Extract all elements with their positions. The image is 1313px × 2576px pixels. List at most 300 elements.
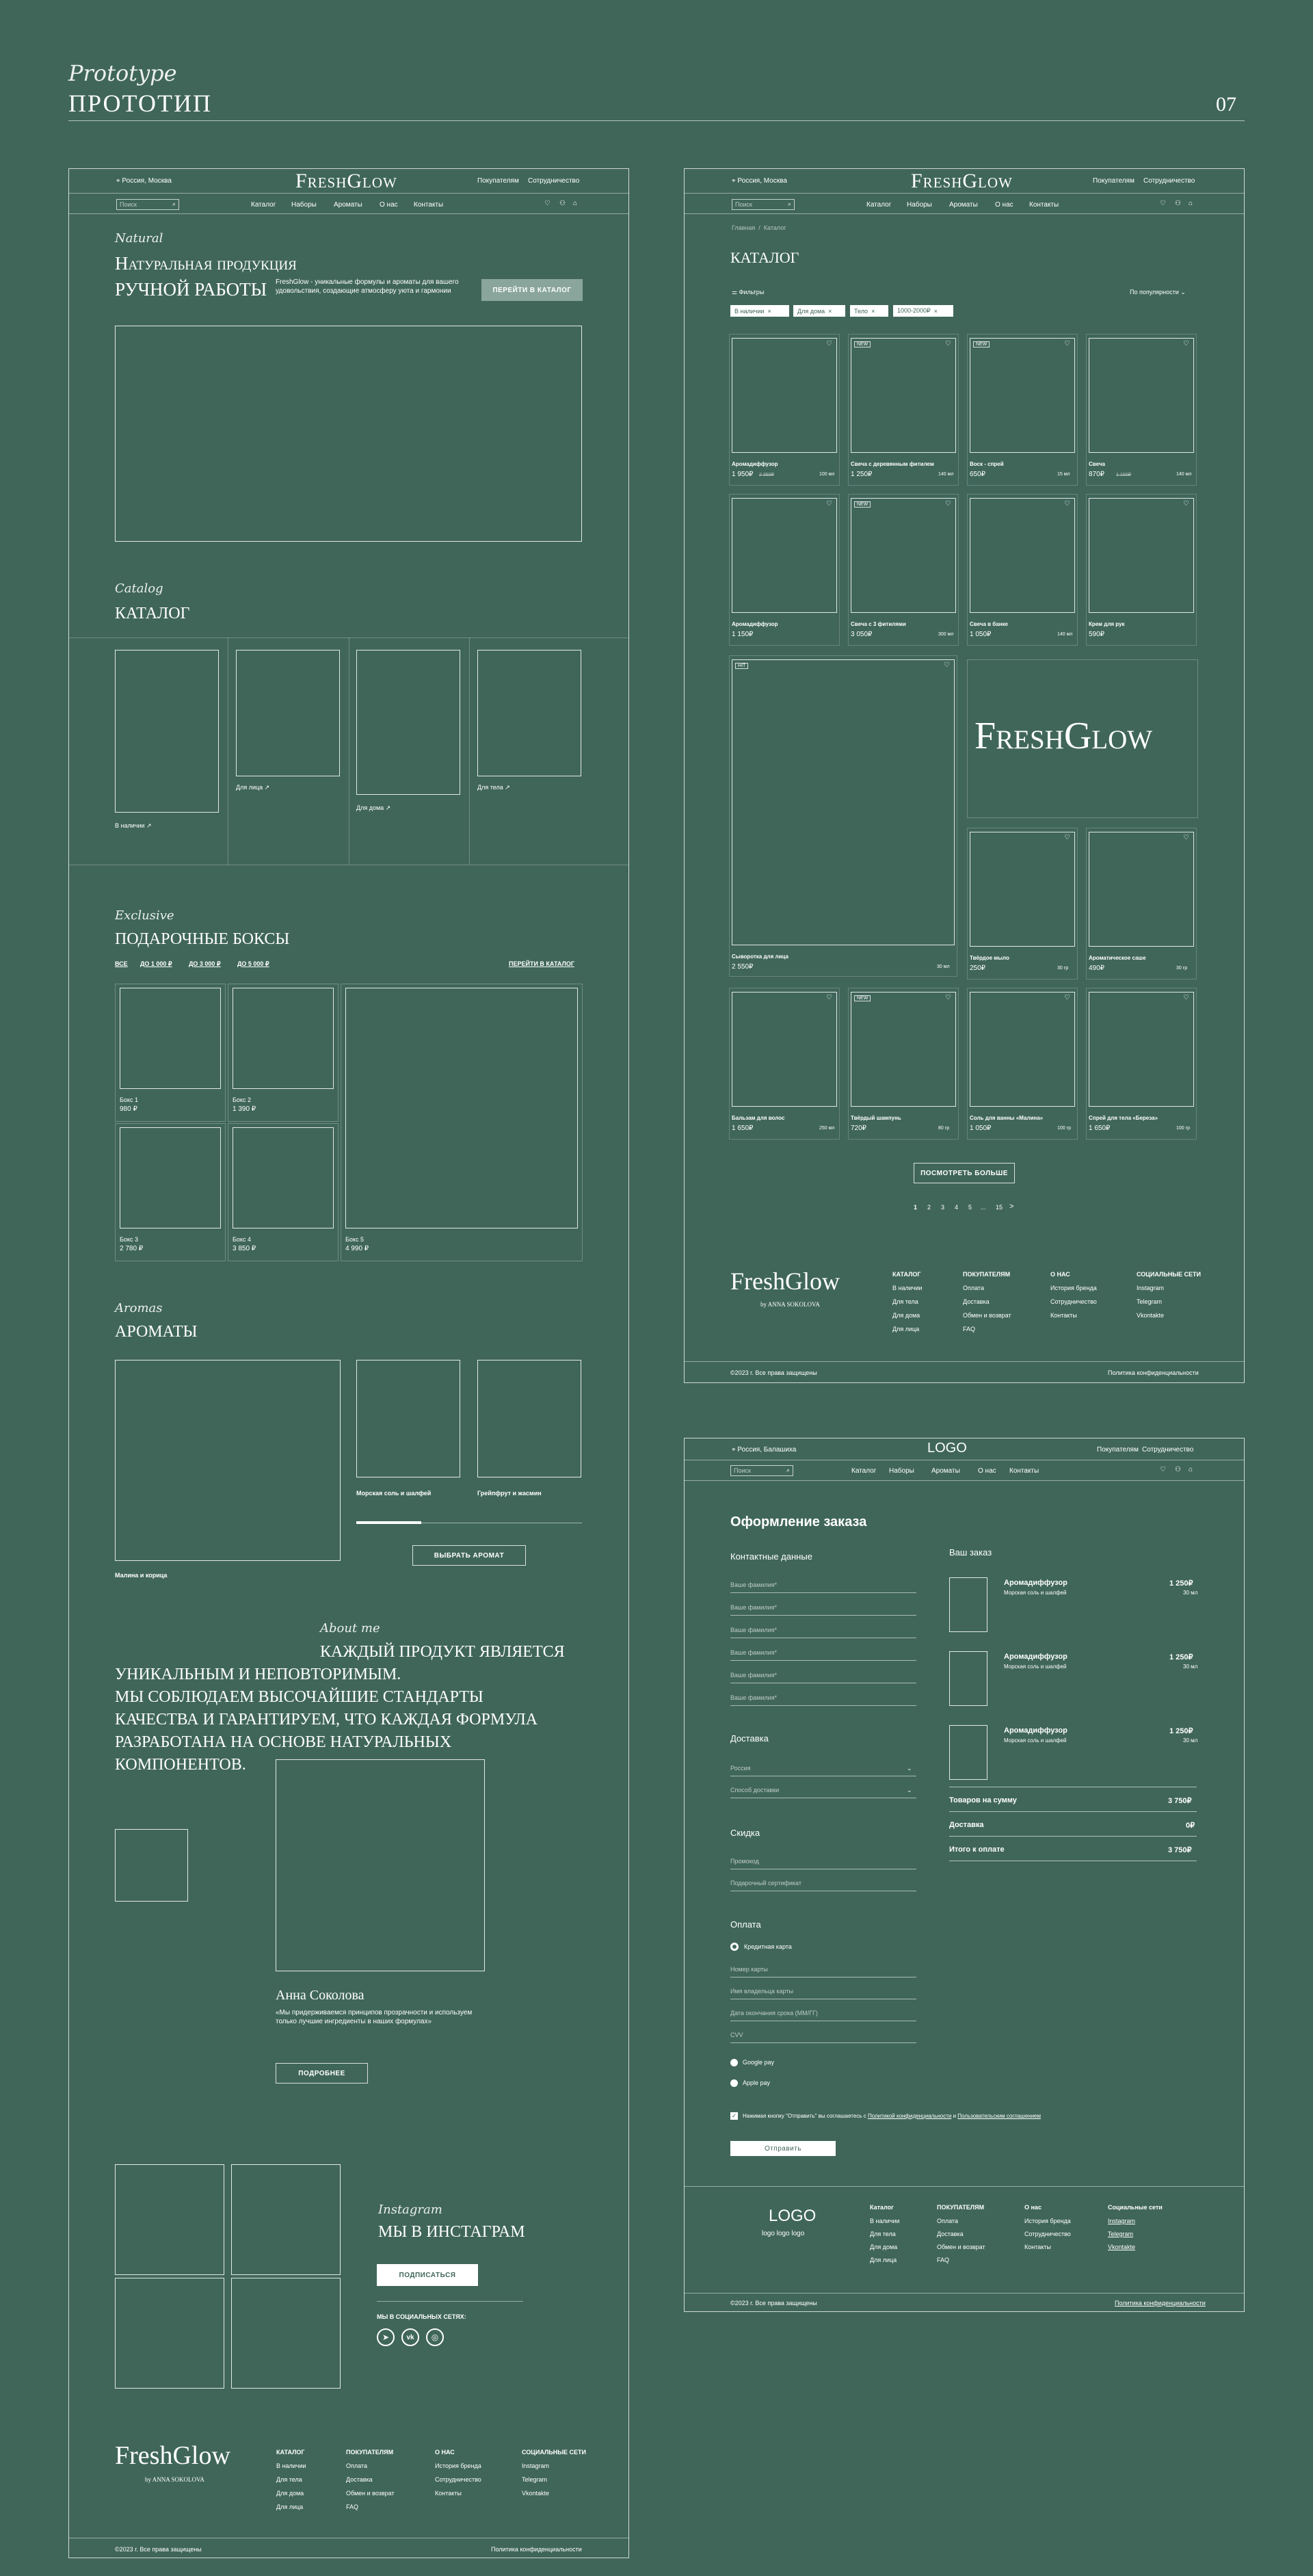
about-name: Анна Соколова — [276, 1988, 364, 2003]
checkout-location[interactable]: ⌖ Россия, Балашиха — [732, 1446, 797, 1454]
aroma-slider-thumb[interactable] — [356, 1521, 421, 1524]
product-image[interactable] — [970, 832, 1075, 947]
footer-col-title: СОЦИАЛЬНЫЕ СЕТИ — [1137, 1271, 1201, 1278]
summary-line — [949, 1836, 1197, 1837]
footer-link[interactable]: FAQ — [346, 2503, 359, 2510]
footer-link[interactable]: Для дома — [892, 1312, 920, 1319]
product-old-price: 1 150₽ — [1116, 473, 1131, 477]
search-icon[interactable]: ⌕ — [172, 200, 176, 207]
product-volume: 300 мл — [938, 632, 954, 637]
nav-about[interactable]: О нас — [380, 201, 398, 209]
choose-aroma-button[interactable]: ВЫБРАТЬ АРОМАТ — [412, 1545, 526, 1566]
product-image[interactable] — [851, 338, 956, 453]
product-image[interactable] — [1089, 832, 1194, 947]
pin-icon: ⌖ — [732, 177, 738, 185]
nav-contacts[interactable]: Контакты — [414, 201, 444, 209]
discount-title: Скидка — [730, 1828, 760, 1838]
footer-link[interactable]: Оплата — [937, 2218, 958, 2224]
instagram-photo[interactable] — [231, 2164, 341, 2275]
heart-icon[interactable]: ♡ — [826, 994, 832, 1001]
order-item-name: Аромадиффузор — [1004, 1579, 1067, 1587]
product-image[interactable] — [1089, 498, 1194, 613]
pin-icon: ⌖ — [116, 177, 122, 185]
page-link[interactable]: 15 — [996, 1204, 1003, 1211]
product-price: 3 050₽ — [851, 631, 873, 638]
footer-link[interactable]: Доставка — [937, 2231, 964, 2237]
contact-input[interactable]: Ваше фамилия* — [730, 1581, 778, 1588]
bag-icon[interactable]: ⌂ — [573, 200, 578, 207]
product-volume: 100 гр — [1176, 1126, 1191, 1131]
checkout-nav-line — [684, 1480, 1245, 1481]
gift-box-image[interactable] — [345, 988, 578, 1228]
product-price: 1 650₽ — [732, 1125, 754, 1132]
product-image[interactable] — [1089, 992, 1194, 1107]
product-name: Соль для ванны «Малина» — [970, 1115, 1044, 1121]
product-volume: 30 мл — [937, 964, 950, 969]
nav-aromas[interactable]: Ароматы — [334, 201, 362, 209]
about-more-button[interactable]: ПОДРОБНЕЕ — [276, 2063, 368, 2084]
product-price: 1 650₽ — [1089, 1125, 1111, 1132]
filter-chip[interactable]: Тело × — [850, 305, 888, 317]
user-agreement-link[interactable]: Пользовательским соглашением — [957, 2113, 1041, 2119]
product-price: 1 250₽ — [851, 471, 873, 478]
next-page-icon[interactable]: > — [1009, 1202, 1014, 1211]
order-title: Ваш заказ — [949, 1547, 992, 1558]
gift-box-price: 4 990 ₽ — [345, 1245, 369, 1252]
gpay-label: Google pay — [743, 2059, 775, 2066]
footer-link[interactable]: В наличии — [276, 2462, 306, 2469]
product-price: 490₽ — [1089, 964, 1105, 972]
submit-order-button[interactable]: Отправить — [730, 2141, 836, 2156]
gift-box-name: Бокс 1 — [120, 1096, 138, 1103]
footer-link[interactable]: Instagram — [522, 2462, 550, 2469]
product-price: 250₽ — [970, 964, 986, 972]
order-item-desc: Морская соль и шалфей — [1004, 1664, 1067, 1670]
product-name: Аромадиффузор — [732, 461, 778, 467]
catalog-footer-line — [684, 1361, 1245, 1362]
filter-icon: ⚌ — [732, 289, 739, 295]
card-holder-input[interactable]: Имя владельца карты — [730, 1988, 793, 1995]
checkout-footer-logo[interactable]: LOGO — [769, 2207, 817, 2225]
instagram-photo[interactable] — [115, 2278, 224, 2389]
order-item-price: 1 250₽ — [1169, 1653, 1193, 1661]
contact-input[interactable]: Ваше фамилия* — [730, 1672, 778, 1679]
gift-box-image[interactable] — [120, 1127, 221, 1228]
page-link[interactable]: 4 — [955, 1204, 959, 1211]
footer-link[interactable]: Оплата — [963, 1285, 984, 1291]
filter-chip[interactable]: В наличии × — [730, 305, 789, 317]
nav-about[interactable]: О нас — [978, 1467, 996, 1475]
order-item-name: Аромадиффузор — [1004, 1726, 1067, 1735]
footer-link[interactable]: Сотрудничество — [1050, 1298, 1097, 1305]
field-line — [730, 2042, 916, 2043]
privacy-policy-link[interactable]: Политикой конфиденциальности — [867, 2113, 952, 2119]
summary-value: 3 750₽ — [1168, 1797, 1192, 1805]
footer-link[interactable]: Контакты — [1024, 2244, 1051, 2250]
pin-icon: ⌖ — [732, 1446, 738, 1454]
contact-input[interactable]: Ваше фамилия* — [730, 1694, 778, 1701]
product-volume: 30 гр — [1176, 966, 1188, 971]
hero-text: FreshGlow - уникальные формулы и ароматы для вашего удовольствия, создающие атмосферу уюта и гармонии — [276, 278, 459, 295]
hero-image — [115, 326, 582, 542]
gift-box-image[interactable] — [233, 1127, 334, 1228]
product-price: 870₽ — [1089, 471, 1105, 478]
footer-link[interactable]: Сотрудничество — [1024, 2231, 1071, 2237]
page-link[interactable]: 5 — [968, 1204, 972, 1211]
gift-box-price: 3 850 ₽ — [233, 1245, 256, 1252]
toplink-cooperation[interactable]: Сотрудничество — [1142, 1446, 1194, 1454]
heart-icon[interactable]: ♡ — [1183, 340, 1189, 347]
gift-box-image[interactable] — [233, 988, 334, 1089]
catalog-script: Catalog — [115, 581, 163, 596]
checkout-title: Оформление заказа — [730, 1514, 867, 1529]
footer-link[interactable]: В наличии — [870, 2218, 900, 2224]
catalog-card-label[interactable]: В наличии ↗ — [115, 822, 152, 829]
product-name: Свеча — [1089, 461, 1105, 467]
order-item-desc: Морская соль и шалфей — [1004, 1590, 1067, 1596]
card-expiry-input[interactable]: Дата окончания срока (ММ/ГГ) — [730, 2010, 818, 2016]
summary-value: 3 750₽ — [1168, 1846, 1192, 1854]
home-search-input[interactable] — [116, 199, 179, 210]
about-text-5: РАЗРАБОТАНА НА ОСНОВЕ НАТУРАЛЬНЫХ — [115, 1733, 452, 1751]
checkout-logo[interactable]: LOGO — [927, 1441, 967, 1456]
footer-col-title: КАТАЛОГ — [276, 2449, 305, 2456]
card-cvv-input[interactable]: CVV — [730, 2032, 743, 2038]
field-line — [730, 1615, 916, 1616]
nav-sets[interactable]: Наборы — [907, 201, 932, 209]
gift-filter-all[interactable]: ВСЕ — [115, 960, 128, 967]
hero-catalog-button[interactable]: ПЕРЕЙТИ В КАТАЛОГ — [481, 279, 583, 301]
product-image[interactable] — [970, 992, 1075, 1107]
footer-link[interactable]: Для тела — [870, 2231, 896, 2237]
instagram-divider — [377, 2301, 523, 2302]
about-quote: «Мы придерживаемся принципов прозрачности и используем только лучшие ингредиенты в наших формулах» — [276, 2009, 473, 2025]
product-image[interactable] — [732, 992, 837, 1107]
nav-contacts[interactable]: Контакты — [1029, 201, 1059, 209]
nav-sets[interactable]: Наборы — [291, 201, 317, 209]
heart-icon[interactable]: ♡ — [945, 500, 951, 508]
product-price: 1 150₽ — [732, 631, 754, 638]
gift-box-name: Бокс 4 — [233, 1236, 251, 1243]
product-image[interactable] — [732, 659, 955, 945]
product-name: Аромадиффузор — [732, 621, 778, 627]
nav-contacts[interactable]: Контакты — [1009, 1467, 1039, 1475]
nav-aromas[interactable]: Ароматы — [949, 201, 978, 209]
heart-icon[interactable]: ♡ — [1160, 200, 1166, 207]
order-item-price: 1 250₽ — [1169, 1727, 1193, 1735]
card-number-input[interactable]: Номер карты — [730, 1966, 768, 1973]
toplink-cooperation[interactable]: Сотрудничество — [1143, 177, 1195, 185]
user-icon[interactable]: ⚇ — [559, 200, 566, 207]
gift-box-image[interactable] — [120, 988, 221, 1089]
applepay-radio[interactable] — [730, 2079, 738, 2087]
contact-input[interactable]: Ваше фамилия* — [730, 1604, 778, 1611]
home-toplink-cooperation[interactable]: Сотрудничество — [528, 177, 580, 185]
privacy-link[interactable]: Политика конфиденциальности — [1108, 1369, 1199, 1376]
nav-catalog[interactable]: Каталог — [866, 201, 892, 209]
product-name: Свеча в банке — [970, 621, 1008, 627]
show-more-button[interactable]: ПОСМОТРЕТЬ БОЛЬШЕ — [914, 1163, 1015, 1183]
product-price: 1 050₽ — [970, 1125, 992, 1132]
home-nav-line — [68, 213, 629, 214]
consent-checkbox[interactable]: ✓ — [731, 2112, 737, 2119]
nav-catalog[interactable]: Каталог — [251, 201, 276, 209]
home-toplink-buyers[interactable]: Покупателям — [477, 177, 519, 185]
checkout-footer-line — [684, 2293, 1245, 2294]
vk-icon[interactable]: vk — [401, 2328, 419, 2346]
catalog-card-image[interactable] — [477, 650, 581, 776]
product-tag: HIT — [735, 663, 748, 669]
heart-icon[interactable]: ♡ — [826, 340, 832, 347]
heart-icon[interactable]: ♡ — [944, 661, 950, 669]
hero-title-1: Натуральная продукция — [115, 253, 297, 274]
footer-link[interactable]: Оплата — [346, 2462, 367, 2469]
footer-col-title: Социальные сети — [1108, 2204, 1163, 2211]
heart-icon[interactable]: ♡ — [1064, 834, 1070, 841]
footer-link[interactable]: Vkontakte — [522, 2490, 550, 2497]
footer-link[interactable]: Доставка — [346, 2476, 373, 2483]
contact-input[interactable]: Ваше фамилия* — [730, 1627, 778, 1633]
catalog-page-title: КАТАЛОГ — [730, 249, 799, 266]
footer-by: by ANNA SOKOLOVA — [145, 2476, 204, 2483]
product-image[interactable] — [851, 992, 956, 1107]
footer-col-title: Каталог — [870, 2204, 894, 2211]
aroma-image[interactable] — [477, 1360, 581, 1477]
product-name: Свеча с 3 фитилями — [851, 621, 906, 627]
bag-icon[interactable]: ⌂ — [1189, 1466, 1193, 1473]
order-item-image — [949, 1725, 987, 1780]
footer-link[interactable]: Vkontakte — [1137, 1312, 1165, 1319]
footer-link[interactable]: Для дома — [870, 2244, 898, 2250]
aroma-label: Морская соль и шалфей — [356, 1490, 432, 1497]
gift-cert-input[interactable]: Подарочный сертификат — [730, 1880, 801, 1887]
gift-filter-5000[interactable]: ДО 5 000 ₽ — [237, 960, 269, 967]
payment-title: Оплата — [730, 1919, 761, 1930]
subscribe-button[interactable]: ПОДПИСАТЬСЯ — [377, 2264, 478, 2286]
footer-col-title: КАТАЛОГ — [892, 1271, 921, 1278]
heart-icon[interactable]: ♡ — [1064, 500, 1070, 508]
telegram-icon[interactable]: ➤ — [377, 2328, 395, 2346]
catalog-search-input[interactable]: Поиск ⌕ — [732, 199, 795, 210]
product-name: Ароматическое саше — [1089, 955, 1146, 961]
home-logo[interactable]: FreshGlow — [295, 170, 397, 192]
aroma-label: Малина и корица — [115, 1572, 168, 1579]
order-item-volume: 30 мл — [1183, 1590, 1198, 1596]
instagram-photo[interactable] — [231, 2278, 341, 2389]
footer-link[interactable]: Сотрудничество — [435, 2476, 481, 2483]
footer-link[interactable]: Vkontakte — [1108, 2244, 1136, 2250]
header-script: Prototype — [68, 60, 177, 86]
footer-logo[interactable]: FreshGlow — [115, 2441, 230, 2470]
product-image[interactable] — [1089, 338, 1194, 453]
product-volume: 30 гр — [1057, 966, 1069, 971]
applepay-label: Apple pay — [743, 2079, 771, 2086]
gift-filter-3000[interactable]: ДО 3 000 ₽ — [189, 960, 221, 967]
about-thumb — [115, 1829, 188, 1902]
product-name: Сыворотка для лица — [732, 954, 788, 960]
card-radio[interactable] — [730, 1943, 739, 1951]
privacy-link[interactable]: Политика конфиденциальности — [491, 2546, 582, 2553]
catalog-card-image[interactable] — [356, 650, 460, 795]
order-item-image — [949, 1577, 987, 1632]
footer-link[interactable]: Для лица — [276, 2503, 304, 2510]
about-text-2: УНИКАЛЬНЫМ И НЕПОВТОРИМЫМ. — [115, 1666, 401, 1683]
heart-icon[interactable]: ♡ — [1064, 994, 1070, 1001]
aromas-script: Aromas — [115, 1301, 163, 1315]
product-tag: NEW — [973, 341, 990, 347]
footer-link[interactable]: Telegram — [522, 2476, 548, 2483]
nav-catalog[interactable]: Каталог — [851, 1467, 877, 1475]
heart-icon[interactable]: ♡ — [826, 500, 832, 508]
filters-toggle[interactable]: ⚌ Фильтры — [732, 289, 765, 295]
footer-link[interactable]: Обмен и возврат — [963, 1312, 1011, 1319]
heart-icon[interactable]: ♡ — [945, 994, 951, 1001]
catalog-card-label[interactable]: Для дома ↗ — [356, 804, 391, 811]
checkout-footer-top-line — [684, 2186, 1245, 2187]
product-image[interactable] — [970, 498, 1075, 613]
user-icon[interactable]: ⚇ — [1175, 1466, 1181, 1473]
gifts-catalog-link[interactable]: ПЕРЕЙТИ В КАТАЛОГ — [509, 960, 574, 967]
gift-box-name: Бокс 2 — [233, 1096, 251, 1103]
catalog-card-label[interactable]: Для лица ↗ — [236, 784, 270, 791]
footer-link[interactable]: Контакты — [1050, 1312, 1077, 1319]
catalog-card-label[interactable]: Для тела ↗ — [477, 784, 510, 791]
page-link[interactable]: 3 — [941, 1204, 945, 1211]
footer-logo[interactable]: FreshGlow — [730, 1267, 840, 1295]
gpay-radio[interactable] — [730, 2059, 738, 2066]
product-image[interactable] — [732, 338, 837, 453]
footer-link[interactable]: Обмен и возврат — [937, 2244, 985, 2250]
footer-link[interactable]: Для лица — [892, 1326, 920, 1332]
chevron-down-icon[interactable]: ⌄ — [907, 1765, 912, 1772]
about-text-4: КАЧЕСТВА И ГАРАНТИРУЕМ, ЧТО КАЖДАЯ ФОРМУЛА — [115, 1711, 538, 1729]
footer-by: by ANNA SOKOLOVA — [760, 1301, 820, 1308]
footer-link[interactable]: История бренда — [435, 2462, 481, 2469]
sort-select[interactable]: По популярности ⌄ — [1130, 289, 1186, 295]
gift-box-price: 1 390 ₽ — [233, 1105, 256, 1113]
heart-icon[interactable]: ♡ — [945, 340, 951, 347]
gift-box-name: Бокс 5 — [345, 1236, 364, 1243]
product-name: Свеча с деревянным фитилем — [851, 461, 934, 467]
social-label: МЫ В СОЦИАЛЬНЫХ СЕТЯХ: — [377, 2313, 466, 2320]
toplink-buyers[interactable]: Покупателям — [1097, 1446, 1139, 1454]
footer-link[interactable]: Для тела — [892, 1298, 918, 1305]
footer-link[interactable]: Для лица — [870, 2257, 897, 2263]
footer-link[interactable]: История бренда — [1050, 1285, 1097, 1291]
catalog-logo[interactable]: FreshGlow — [911, 170, 1013, 192]
home-location[interactable]: ⌖ Россия, Москва — [116, 177, 172, 185]
privacy-link[interactable]: Политика конфиденциальности — [1115, 2300, 1206, 2306]
product-name: Крем для рук — [1089, 621, 1125, 627]
heart-icon[interactable]: ♡ — [1183, 994, 1189, 1001]
nav-about[interactable]: О нас — [995, 201, 1013, 209]
product-image[interactable] — [851, 498, 956, 613]
instagram-icon[interactable]: ◎ — [426, 2328, 444, 2346]
gift-filter-1000[interactable]: ДО 1 000 ₽ — [140, 960, 172, 967]
summary-label: Доставка — [949, 1821, 984, 1829]
instagram-script: Instagram — [378, 2203, 442, 2217]
product-volume: 250 мл — [819, 1126, 835, 1131]
footer-link[interactable]: Instagram — [1108, 2218, 1136, 2224]
breadcrumb[interactable]: Главная / Каталог — [732, 224, 786, 231]
footer-col-title: О НАС — [435, 2449, 455, 2456]
toplink-buyers[interactable]: Покупателям — [1093, 177, 1135, 185]
filter-chip[interactable]: Для дома × — [793, 305, 845, 317]
instagram-photo[interactable] — [115, 2164, 224, 2275]
footer-link[interactable]: История бренда — [1024, 2218, 1071, 2224]
heart-icon[interactable]: ♡ — [1160, 1466, 1166, 1473]
footer-link[interactable]: В наличии — [892, 1285, 923, 1291]
hero-script: Natural — [115, 231, 163, 246]
card-radio-label: Кредитная карта — [744, 1943, 792, 1950]
product-volume: 80 гр — [938, 1126, 950, 1131]
chevron-down-icon[interactable]: ⌄ — [907, 1787, 912, 1793]
footer-link[interactable]: Контакты — [435, 2490, 462, 2497]
product-name: Воск - спрей — [970, 461, 1004, 467]
catalog-card-image[interactable] — [115, 650, 219, 813]
footer-link[interactable]: Telegram — [1137, 1298, 1163, 1305]
footer-col-title: ПОКУПАТЕЛЯМ — [963, 1271, 1011, 1278]
footer-link[interactable]: Для тела — [276, 2476, 302, 2483]
aroma-image[interactable] — [356, 1360, 460, 1477]
footer-link[interactable]: FAQ — [937, 2257, 950, 2263]
product-price: 1 950₽ — [732, 471, 754, 478]
catalog-card-image[interactable] — [236, 650, 340, 776]
delivery-method-select[interactable]: Способ доставки — [730, 1787, 780, 1793]
contact-input[interactable]: Ваше фамилия* — [730, 1649, 778, 1656]
search-icon: ⌕ — [787, 200, 791, 207]
heart-icon[interactable]: ♡ — [544, 200, 551, 207]
product-image[interactable] — [970, 338, 1075, 453]
product-image[interactable] — [732, 498, 837, 613]
aroma-image[interactable] — [115, 1360, 341, 1561]
heart-icon[interactable]: ♡ — [1183, 500, 1189, 508]
footer-link[interactable]: Обмен и возврат — [346, 2490, 395, 2497]
home-header-line — [68, 193, 629, 194]
bag-icon[interactable]: ⌂ — [1189, 200, 1193, 207]
user-icon[interactable]: ⚇ — [1175, 200, 1181, 207]
gift-box-price: 2 780 ₽ — [120, 1245, 144, 1252]
country-select[interactable]: Россия — [730, 1765, 751, 1772]
contact-title: Контактные данные — [730, 1551, 812, 1562]
heart-icon[interactable]: ♡ — [1183, 834, 1189, 841]
nav-sets[interactable]: Наборы — [889, 1467, 914, 1475]
header-divider — [68, 120, 1245, 121]
instagram-title: МЫ В ИНСТАГРАМ — [378, 2223, 525, 2241]
footer-link[interactable]: Telegram — [1108, 2231, 1134, 2237]
heart-icon[interactable]: ♡ — [1064, 340, 1070, 347]
page-link[interactable]: 2 — [927, 1204, 931, 1211]
footer-col-title: ПОКУПАТЕЛЯМ — [937, 2204, 985, 2211]
footer-link[interactable]: Доставка — [963, 1298, 990, 1305]
page-ellipsis: ... — [981, 1204, 986, 1211]
brand-tile-logo: FreshGlow — [974, 715, 1153, 757]
search-placeholder: Поиск — [120, 201, 137, 208]
consent-text: Нажимая кнопку "Отправить" вы соглашаетесь с Политикой конфиденциальности и Пользовательским соглашением — [743, 2113, 1041, 2119]
catalog-location[interactable]: ⌖ Россия, Москва — [732, 177, 787, 185]
order-item-name: Аромадиффузор — [1004, 1653, 1067, 1661]
filter-chip[interactable]: 1000-2000₽ × — [893, 305, 953, 317]
page-link[interactable]: 1 — [914, 1204, 918, 1211]
summary-label: Итого к оплате — [949, 1845, 1005, 1854]
nav-aromas[interactable]: Ароматы — [931, 1467, 960, 1475]
promo-input[interactable]: Промокод — [730, 1858, 759, 1865]
footer-link[interactable]: Instagram — [1137, 1285, 1165, 1291]
footer-link[interactable]: Для дома — [276, 2490, 304, 2497]
footer-link[interactable]: FAQ — [963, 1326, 976, 1332]
checkout-search-input[interactable]: Поиск ⌕ — [730, 1465, 793, 1476]
page-number: 07 — [1216, 93, 1236, 116]
